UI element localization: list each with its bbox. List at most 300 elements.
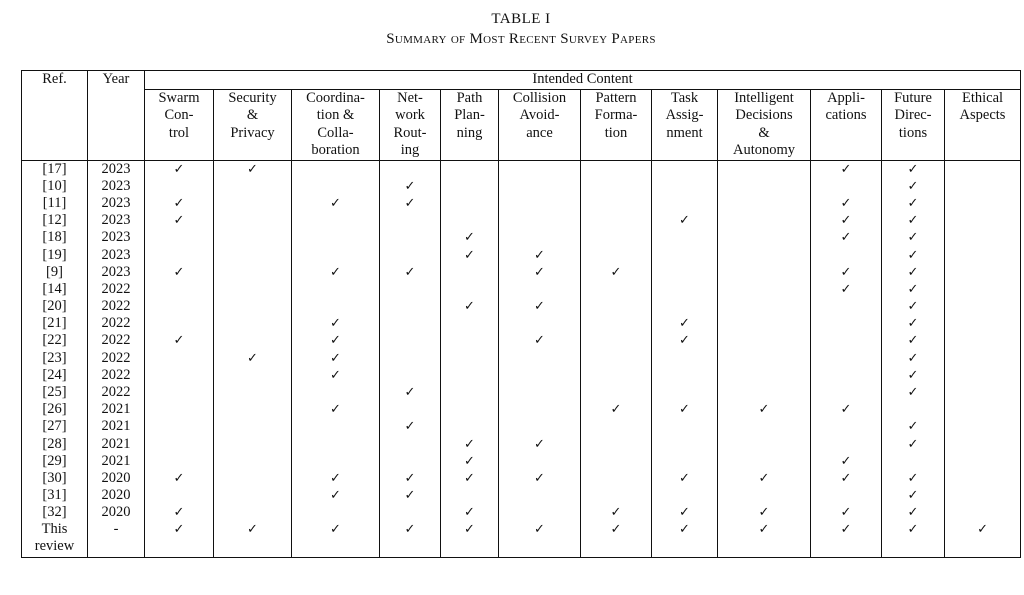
content-cell (581, 178, 652, 195)
content-cell (145, 160, 214, 178)
ref-cell: [9] (22, 264, 88, 281)
content-cell (292, 418, 380, 435)
ref-cell: [25] (22, 384, 88, 401)
content-cell (441, 264, 499, 281)
content-cell (380, 521, 441, 558)
content-cell (499, 229, 581, 246)
check-icon: ✓ (534, 470, 545, 486)
content-cell (214, 212, 292, 229)
content-cell (945, 281, 1021, 298)
content-cell (380, 418, 441, 435)
content-cell (499, 436, 581, 453)
content-cell (718, 178, 811, 195)
column-header-line: Collision (512, 89, 567, 106)
column-header-line: Colla- (317, 124, 354, 141)
content-cell (380, 436, 441, 453)
check-icon: ✓ (610, 264, 622, 280)
column-header-line: Con- (164, 107, 194, 123)
content-cell (581, 281, 652, 298)
check-icon: ✓ (758, 505, 770, 521)
content-cell (145, 384, 214, 401)
content-cell (145, 487, 214, 504)
check-icon: ✓ (404, 522, 416, 538)
content-cell (441, 453, 499, 470)
column-header (581, 89, 652, 160)
content-cell (441, 401, 499, 418)
content-cell (292, 521, 380, 558)
ref-cell: [26] (22, 401, 88, 418)
content-cell (214, 160, 292, 178)
ref-line: This (41, 521, 68, 538)
content-cell (214, 521, 292, 558)
table-row (22, 418, 1021, 435)
content-cell (718, 418, 811, 435)
year-cell: 2020 (88, 504, 145, 521)
column-header (945, 89, 1021, 160)
content-cell (441, 521, 499, 558)
content-cell (214, 418, 292, 435)
column-header (214, 89, 292, 160)
content-cell (652, 315, 718, 332)
header-ref: Ref. (22, 71, 88, 161)
year-cell: 2023 (88, 212, 145, 229)
check-icon: ✓ (404, 195, 416, 211)
content-cell (811, 350, 882, 367)
ref-cell: [14] (22, 281, 88, 298)
content-cell (718, 195, 811, 212)
content-cell (499, 195, 581, 212)
content-cell (945, 229, 1021, 246)
content-cell (882, 521, 945, 558)
content-cell (581, 350, 652, 367)
content-cell (292, 178, 380, 195)
content-cell (811, 332, 882, 349)
check-icon: ✓ (977, 522, 988, 538)
ref-cell: [18] (22, 229, 88, 246)
check-icon: ✓ (610, 505, 622, 521)
content-cell (718, 264, 811, 281)
check-icon: ✓ (404, 178, 416, 194)
check-icon: ✓ (534, 522, 545, 538)
content-cell (292, 195, 380, 212)
content-cell (145, 521, 214, 558)
content-cell (292, 264, 380, 281)
content-cell (581, 418, 652, 435)
content-cell (380, 315, 441, 332)
check-icon: ✓ (840, 453, 852, 469)
content-cell (652, 229, 718, 246)
ref-cell: [20] (22, 298, 88, 315)
content-cell (882, 246, 945, 263)
check-icon: ✓ (679, 402, 690, 418)
check-icon: ✓ (404, 470, 416, 486)
check-icon: ✓ (907, 161, 919, 177)
content-cell (718, 315, 811, 332)
check-icon: ✓ (173, 264, 185, 280)
content-cell (652, 401, 718, 418)
content-cell (945, 384, 1021, 401)
check-icon: ✓ (330, 522, 341, 538)
table-row (22, 178, 1021, 195)
content-cell (292, 436, 380, 453)
check-icon: ✓ (907, 299, 919, 315)
content-cell (581, 504, 652, 521)
ref-cell: [23] (22, 350, 88, 367)
ref-cell (22, 521, 88, 558)
content-cell (380, 246, 441, 263)
check-icon: ✓ (907, 488, 919, 504)
table-row (22, 264, 1021, 281)
check-icon: ✓ (907, 522, 919, 538)
content-cell (945, 367, 1021, 384)
column-header-line: Pattern (595, 89, 637, 106)
content-cell (811, 298, 882, 315)
content-cell (945, 350, 1021, 367)
content-cell (214, 487, 292, 504)
check-icon: ✓ (330, 264, 341, 280)
check-icon: ✓ (173, 470, 185, 486)
table-row (22, 453, 1021, 470)
content-cell (882, 212, 945, 229)
table-row (22, 401, 1021, 418)
content-cell (882, 470, 945, 487)
content-cell (652, 160, 718, 178)
content-cell (292, 315, 380, 332)
check-icon: ✓ (840, 522, 852, 538)
check-icon: ✓ (840, 505, 852, 521)
check-icon: ✓ (330, 333, 341, 349)
check-icon: ✓ (907, 436, 919, 452)
content-cell (882, 229, 945, 246)
table-title: Summary of Most Recent Survey Papers (386, 31, 656, 47)
column-header-line: & (246, 107, 259, 123)
content-cell (145, 229, 214, 246)
content-cell (499, 350, 581, 367)
content-cell (292, 212, 380, 229)
content-cell (441, 436, 499, 453)
content-cell (945, 212, 1021, 229)
content-cell (380, 298, 441, 315)
content-cell (718, 487, 811, 504)
content-cell (882, 436, 945, 453)
table-row (22, 384, 1021, 401)
content-cell (945, 521, 1021, 558)
content-cell (380, 264, 441, 281)
content-cell (811, 178, 882, 195)
year-cell: 2021 (88, 453, 145, 470)
content-cell (945, 332, 1021, 349)
check-icon: ✓ (330, 488, 341, 504)
content-cell (441, 384, 499, 401)
content-cell (811, 315, 882, 332)
header-year: Year (88, 71, 145, 161)
check-icon: ✓ (173, 522, 185, 538)
content-cell (292, 384, 380, 401)
content-cell (441, 315, 499, 332)
ref-cell: [19] (22, 246, 88, 263)
content-cell (499, 264, 581, 281)
check-icon: ✓ (907, 230, 919, 246)
column-header-line: Ethical (961, 89, 1004, 106)
check-icon: ✓ (907, 367, 919, 383)
content-cell (214, 264, 292, 281)
column-header (145, 89, 214, 160)
column-header-line: ing (400, 142, 420, 158)
content-cell (499, 487, 581, 504)
content-cell (499, 418, 581, 435)
content-cell (581, 332, 652, 349)
content-cell (581, 246, 652, 263)
header-intended-content: Intended Content (145, 71, 1021, 90)
year-cell: 2022 (88, 384, 145, 401)
content-cell (292, 350, 380, 367)
column-header (441, 89, 499, 160)
content-cell (882, 315, 945, 332)
content-cell (581, 401, 652, 418)
check-icon: ✓ (534, 299, 545, 315)
check-icon: ✓ (907, 264, 919, 280)
content-cell (882, 264, 945, 281)
check-icon: ✓ (404, 264, 416, 280)
column-header (499, 89, 581, 160)
content-cell (145, 367, 214, 384)
check-icon: ✓ (247, 161, 258, 177)
content-cell (292, 332, 380, 349)
content-cell (718, 229, 811, 246)
content-cell (652, 264, 718, 281)
content-cell (581, 229, 652, 246)
ref-cell: [32] (22, 504, 88, 521)
content-cell (214, 453, 292, 470)
ref-line: review (34, 538, 75, 555)
content-cell (214, 470, 292, 487)
content-cell (499, 470, 581, 487)
survey-summary-table (21, 70, 1021, 558)
ref-cell: [11] (22, 195, 88, 212)
check-icon: ✓ (464, 522, 475, 538)
check-icon: ✓ (907, 247, 919, 263)
content-cell (652, 212, 718, 229)
year-cell: 2020 (88, 470, 145, 487)
content-cell (945, 401, 1021, 418)
column-header-line: Avoid- (519, 107, 560, 123)
check-icon: ✓ (907, 350, 919, 366)
content-cell (292, 229, 380, 246)
content-cell (499, 246, 581, 263)
content-cell (811, 384, 882, 401)
year-cell: 2021 (88, 401, 145, 418)
year-cell: 2023 (88, 229, 145, 246)
check-icon: ✓ (907, 419, 919, 435)
content-cell (581, 195, 652, 212)
content-cell (380, 470, 441, 487)
check-icon: ✓ (758, 470, 770, 486)
column-header-line: ning (456, 124, 483, 141)
content-cell (718, 246, 811, 263)
content-cell (214, 298, 292, 315)
check-icon: ✓ (330, 470, 341, 486)
year-cell: 2021 (88, 418, 145, 435)
content-cell (380, 229, 441, 246)
content-cell (882, 418, 945, 435)
content-cell (945, 160, 1021, 178)
check-icon: ✓ (907, 385, 919, 401)
check-icon: ✓ (464, 436, 475, 452)
content-cell (499, 401, 581, 418)
check-icon: ✓ (464, 230, 475, 246)
ref-cell: [31] (22, 487, 88, 504)
column-header-line: Future (894, 89, 932, 106)
check-icon: ✓ (173, 161, 185, 177)
content-cell (882, 281, 945, 298)
content-cell (718, 453, 811, 470)
check-icon: ✓ (610, 522, 622, 538)
check-icon: ✓ (840, 281, 852, 297)
column-header-line: work (395, 107, 425, 123)
content-cell (945, 315, 1021, 332)
content-cell (811, 195, 882, 212)
check-icon: ✓ (173, 505, 185, 521)
year-cell: 2022 (88, 332, 145, 349)
content-cell (945, 436, 1021, 453)
content-cell (214, 178, 292, 195)
column-header-line: Path (456, 89, 483, 106)
content-cell (214, 281, 292, 298)
year-cell: 2023 (88, 195, 145, 212)
content-cell (945, 298, 1021, 315)
content-cell (882, 160, 945, 178)
check-icon: ✓ (758, 522, 770, 538)
column-header-line: tion (604, 124, 628, 141)
content-cell (380, 367, 441, 384)
year-cell: 2022 (88, 350, 145, 367)
table-row (22, 470, 1021, 487)
content-cell (718, 367, 811, 384)
check-icon: ✓ (907, 333, 919, 349)
table-row (22, 246, 1021, 263)
content-cell (945, 453, 1021, 470)
table-row (22, 195, 1021, 212)
column-header-line: Direc- (894, 107, 932, 123)
content-cell (945, 178, 1021, 195)
column-header-line: Coordina- (306, 89, 365, 106)
check-icon: ✓ (907, 505, 919, 521)
column-header-line: & (758, 124, 770, 141)
table-row (22, 436, 1021, 453)
content-cell (811, 160, 882, 178)
column-header-line: Security (228, 89, 277, 106)
column-header-line: nment (666, 124, 703, 141)
content-cell (214, 401, 292, 418)
content-cell (811, 521, 882, 558)
table-row (22, 298, 1021, 315)
column-header-line: Aspects (959, 107, 1006, 123)
content-cell (581, 298, 652, 315)
content-cell (214, 436, 292, 453)
content-cell (499, 332, 581, 349)
check-icon: ✓ (840, 264, 852, 280)
column-header (292, 89, 380, 160)
content-cell (882, 401, 945, 418)
content-cell (945, 418, 1021, 435)
check-icon: ✓ (907, 316, 919, 332)
content-cell (652, 350, 718, 367)
table-row (22, 521, 1021, 558)
content-cell (718, 504, 811, 521)
content-cell (811, 367, 882, 384)
content-cell (882, 453, 945, 470)
content-cell (441, 487, 499, 504)
content-cell (441, 195, 499, 212)
check-icon: ✓ (330, 316, 341, 332)
content-cell (214, 332, 292, 349)
content-cell (718, 281, 811, 298)
check-icon: ✓ (840, 470, 852, 486)
column-header-line: cations (825, 107, 867, 123)
check-icon: ✓ (610, 402, 622, 418)
check-icon: ✓ (464, 505, 475, 521)
content-cell (441, 504, 499, 521)
content-cell (499, 315, 581, 332)
content-cell (581, 160, 652, 178)
content-cell (214, 246, 292, 263)
ref-cell: [27] (22, 418, 88, 435)
content-cell (145, 281, 214, 298)
ref-cell: [21] (22, 315, 88, 332)
check-icon: ✓ (247, 350, 258, 366)
check-icon: ✓ (840, 213, 852, 229)
year-cell: 2022 (88, 367, 145, 384)
content-cell (441, 332, 499, 349)
content-cell (652, 384, 718, 401)
content-cell (380, 350, 441, 367)
ref-cell: [22] (22, 332, 88, 349)
column-header (811, 89, 882, 160)
table-row (22, 487, 1021, 504)
table-row (22, 212, 1021, 229)
content-cell (380, 212, 441, 229)
content-cell (145, 264, 214, 281)
content-cell (882, 367, 945, 384)
content-cell (718, 521, 811, 558)
content-cell (499, 453, 581, 470)
content-cell (292, 246, 380, 263)
content-cell (214, 195, 292, 212)
content-cell (441, 160, 499, 178)
ref-cell: [12] (22, 212, 88, 229)
content-cell (145, 436, 214, 453)
content-cell (811, 264, 882, 281)
content-cell (811, 281, 882, 298)
content-cell (581, 453, 652, 470)
check-icon: ✓ (464, 247, 475, 263)
content-cell (214, 367, 292, 384)
year-cell: 2023 (88, 246, 145, 263)
content-cell (214, 384, 292, 401)
content-cell (718, 332, 811, 349)
content-cell (652, 178, 718, 195)
table-row (22, 350, 1021, 367)
content-cell (581, 212, 652, 229)
year-cell: 2022 (88, 298, 145, 315)
year-cell: 2022 (88, 315, 145, 332)
column-header-line: Appli- (827, 89, 865, 106)
column-header (718, 89, 811, 160)
column-header-line: Decisions (735, 107, 793, 123)
content-cell (499, 504, 581, 521)
content-cell (811, 436, 882, 453)
content-cell (945, 504, 1021, 521)
